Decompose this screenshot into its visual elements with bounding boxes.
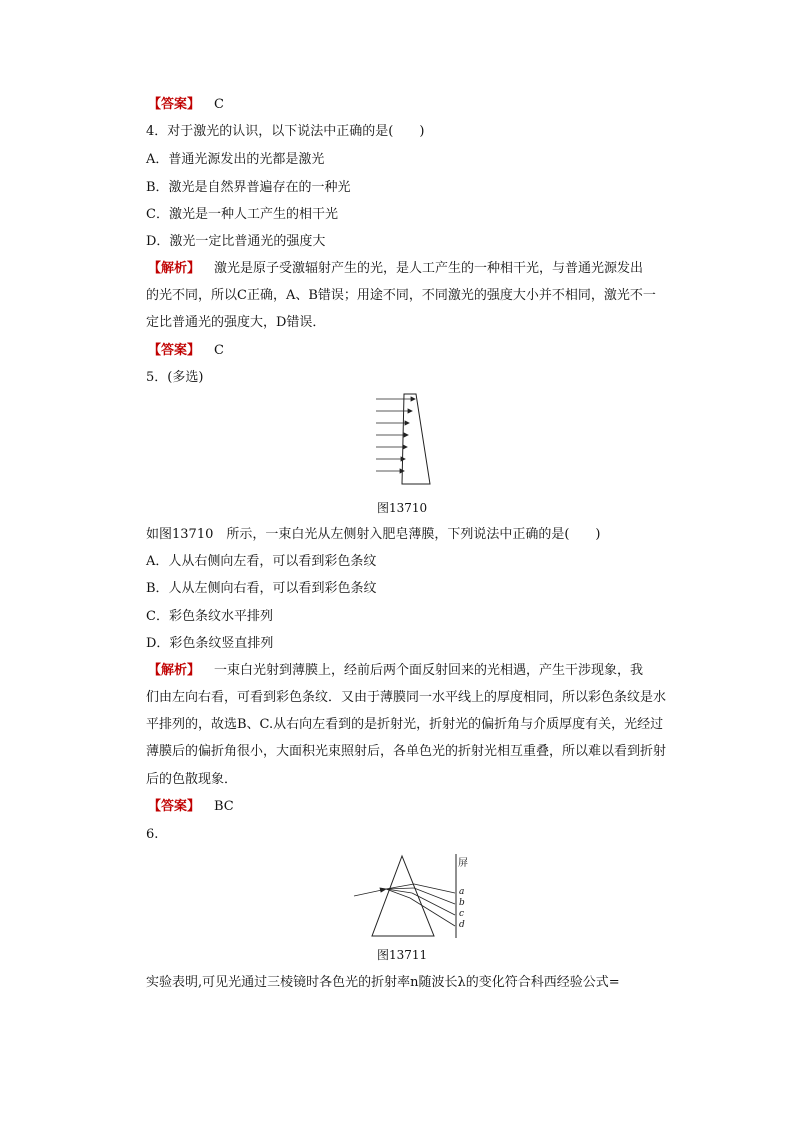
q4-analysis-line-2: 的光不同，所以C正确，A、B错误；用途不同，不同激光的强度大小并不相同，激光不一 <box>146 288 656 303</box>
ray-label-d: d <box>459 920 465 930</box>
q6-stem: 实验表明,可见光通过三棱镜时各色光的折射率n随波长λ的变化符合科西经验公式= <box>146 975 620 990</box>
q5-option-c: C．彩色条纹水平排列 <box>146 609 273 624</box>
figure-caption-13711: 图13711 <box>377 948 428 962</box>
figure-caption-13710: 图13710 <box>377 501 428 515</box>
answer-tag: 【答案】 <box>148 799 201 814</box>
analysis-tag: 【解析】 <box>148 663 201 678</box>
q4-option-c: C．激光是一种人工产生的相干光 <box>146 207 338 222</box>
q5-option-d: D．彩色条纹竖直排列 <box>146 636 274 651</box>
prism-shape <box>372 856 434 936</box>
q3-answer: C <box>214 97 224 112</box>
q4-answer: C <box>214 343 224 358</box>
q5-answer: BC <box>214 799 234 814</box>
q3-answer-line <box>148 96 224 114</box>
q5-analysis-line-4: 薄膜后的偏折角很小，大面积光束照射后，各单色光的折射光相互重叠，所以难以看到折射 <box>146 744 667 759</box>
q5-analysis-line-1: 【解析】 一束白光射到薄膜上，经前后两个面反射回来的光相遇，产生干涉现象，我 <box>148 663 644 678</box>
q6-number: 6. <box>146 827 159 842</box>
q5-option-a: A．人从右侧向左看，可以看到彩色条纹 <box>146 554 377 569</box>
q4-answer-line <box>148 342 224 360</box>
q5-analysis-line-2: 们由左向右看，可看到彩色条纹．又由于薄膜同一水平线上的厚度相同，所以彩色条纹是水 <box>146 690 667 705</box>
ray-label-b: b <box>459 898 465 908</box>
q5-number: 5．(多选) <box>146 370 204 385</box>
q5-option-b: B．人从左侧向右看，可以看到彩色条纹 <box>146 581 377 596</box>
q5-analysis-line-3: 平排列的，故选B、C.从右向左看到的是折射光，折射光的偏折角与介质厚度有关，光经过 <box>146 717 664 732</box>
ray-label-c: c <box>459 909 465 919</box>
ray-label-a: a <box>459 887 465 897</box>
q5-answer-line <box>148 798 234 816</box>
answer-tag: 【答案】 <box>148 97 201 112</box>
prism-dispersion-figure <box>352 852 472 942</box>
soap-film-figure <box>374 392 474 492</box>
q5-analysis-line-5: 后的色散现象． <box>146 772 238 787</box>
screen-label: 屏 <box>458 858 468 869</box>
q4-option-d: D．激光一定比普通光的强度大 <box>146 234 326 249</box>
q4-option-a: A．普通光源发出的光都是激光 <box>146 152 325 167</box>
q4-analysis-line-1: 【解析】 激光是原子受激辐射产生的光，是人工产生的一种相干光，与普通光源发出 <box>148 261 644 276</box>
analysis-tag: 【解析】 <box>148 261 201 276</box>
soap-film-shape <box>402 394 430 484</box>
q5-stem: 如图13710 所示，一束白光从左侧射入肥皂薄膜，下列说法中正确的是( ) <box>146 527 601 542</box>
q4-stem: 4．对于激光的认识，以下说法中正确的是( ) <box>146 124 425 139</box>
q4-option-b: B．激光是自然界普遍存在的一种光 <box>146 180 351 195</box>
answer-tag: 【答案】 <box>148 343 201 358</box>
q4-analysis-line-3: 定比普通光的强度大，D错误． <box>146 315 326 330</box>
